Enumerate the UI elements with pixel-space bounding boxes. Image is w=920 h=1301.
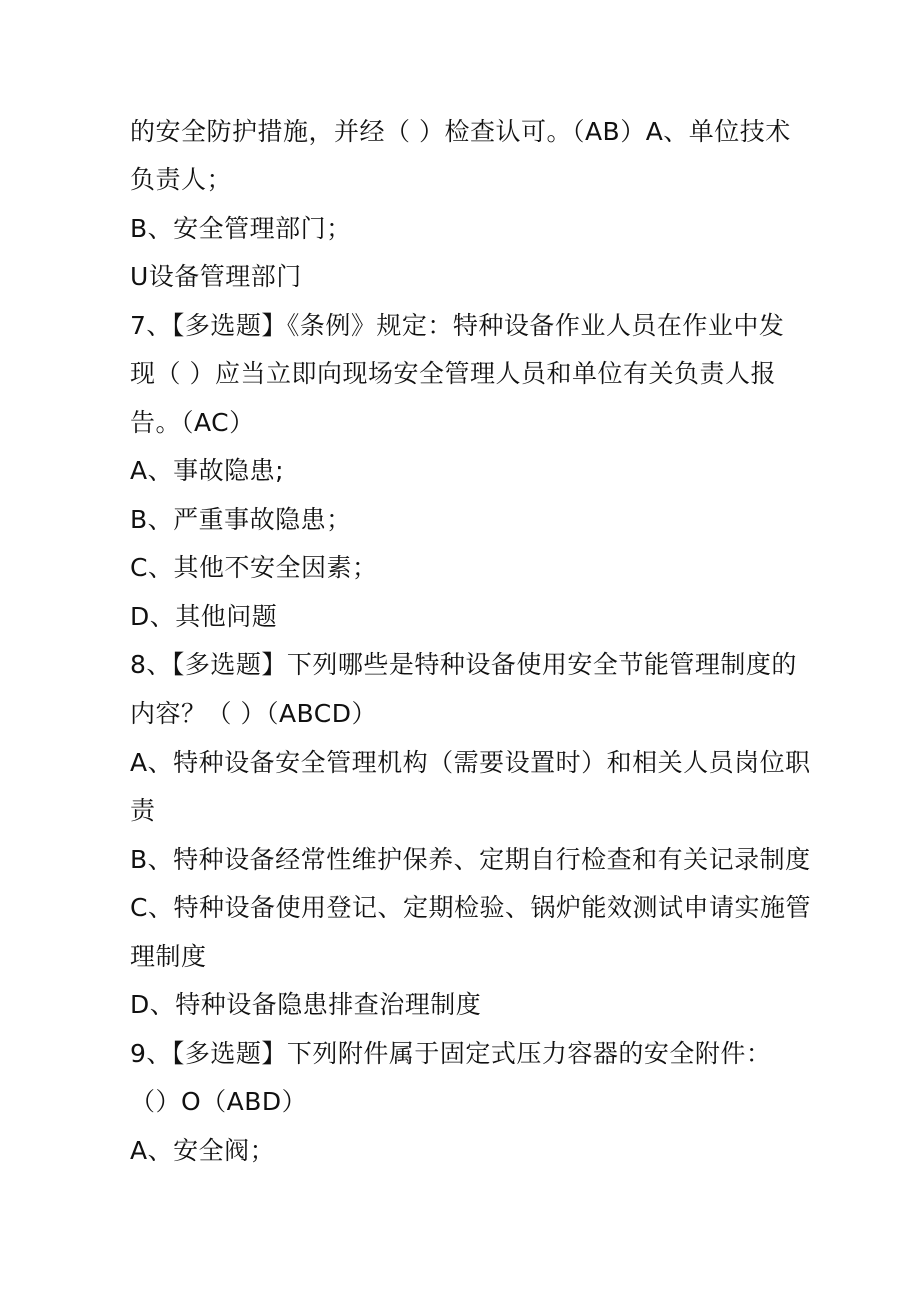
text-line: 理制度 — [130, 942, 207, 971]
text-line: U设备管理部门 — [130, 262, 302, 291]
option-line: A、安全阀； — [130, 1136, 276, 1165]
option-line: A、事故隐患; — [130, 456, 285, 485]
question-7-line: 7、【多选题】《条例》规定：特种设备作业人员在作业中发 — [130, 311, 785, 340]
text-line: 内容？（ ）（ABCD） — [130, 699, 377, 728]
text-line: 责 — [130, 796, 156, 825]
option-line: B、特种设备经常性维护保养、定期自行检查和有关记录制度 — [130, 845, 811, 874]
option-line: D、特种设备隐患排查治理制度 — [130, 990, 482, 1019]
text-line: 现（ ）应当立即向现场安全管理人员和单位有关负责人报 — [130, 359, 776, 388]
option-line: B、严重事故隐患； — [130, 505, 352, 534]
option-line: A、特种设备安全管理机构（需要设置时）和相关人员岗位职 — [130, 748, 811, 777]
text-line: B、安全管理部门； — [130, 214, 352, 243]
text-line: 负责人； — [130, 165, 233, 194]
question-9-line: 9、【多选题】下列附件属于固定式压力容器的安全附件： — [130, 1039, 772, 1068]
text-line: 的安全防护措施，并经（ ）检查认可。（AB）A、单位技术 — [130, 117, 791, 146]
text-line: 告。（AC） — [130, 408, 255, 437]
option-line: C、其他不安全因素； — [130, 553, 378, 582]
option-line: C、特种设备使用登记、定期检验、锅炉能效测试申请实施管 — [130, 893, 811, 922]
option-line: D、其他问题 — [130, 602, 278, 631]
question-8-line: 8、【多选题】下列哪些是特种设备使用安全节能管理制度的 — [130, 650, 797, 679]
text-line: （）O（ABD） — [130, 1087, 308, 1116]
